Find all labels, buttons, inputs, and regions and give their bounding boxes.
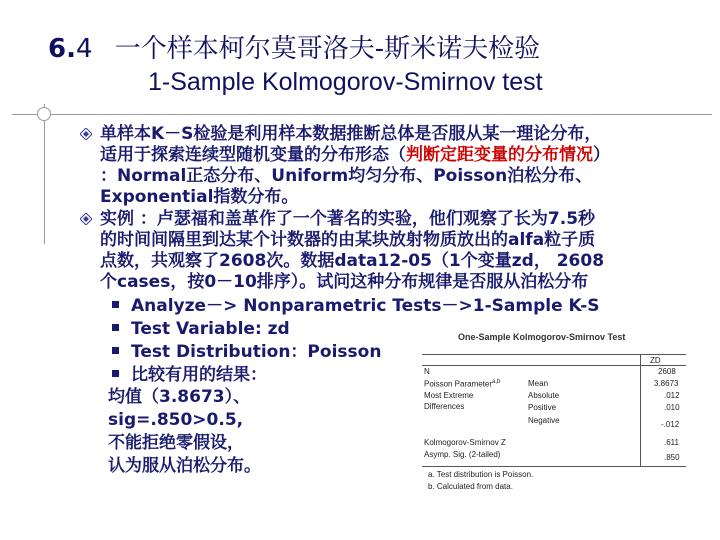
- row-sublabel: Absolute: [528, 391, 560, 400]
- square-bullet-icon: [112, 301, 119, 308]
- title-section-number: 6.: [48, 34, 76, 64]
- bullet-2-line-2: 的时间间隔里到达某个计数器的由某块放射物质放出的alfa粒子质: [100, 230, 596, 250]
- step-text: Test Variable: zd: [131, 319, 290, 339]
- table-rule: [422, 466, 686, 467]
- row-value: .012: [664, 391, 680, 400]
- conclusion-line: sig=.850>0.5,: [108, 410, 244, 430]
- step-item: [112, 319, 290, 340]
- title-line-2: 1-Sample Kolmogorov-Smirnov test: [148, 68, 543, 96]
- footnote-marker: a,b: [492, 379, 501, 385]
- step-text: Analyze－> Nonparametric Tests－>1-Sample K-S: [131, 296, 600, 316]
- bullet-ks-description: [100, 124, 700, 208]
- conclusion-line: 不能拒绝零假设，: [108, 433, 244, 453]
- footnote-mark: a.: [428, 470, 435, 479]
- bullet-1-line-2-text: 适用于探索连续型随机变量的分布形态（: [100, 145, 406, 165]
- bullet-1-line-2-close: ）: [593, 145, 610, 165]
- step-text: 比较有用的结果：: [131, 365, 267, 385]
- column-header: ZD: [650, 356, 661, 365]
- table-column-rule: [640, 354, 641, 466]
- row-value: -.012: [661, 420, 680, 429]
- bullet-1-line-1: 单样本K－S检验是利用样本数据推断总体是否服从某一理论分布，: [100, 124, 602, 144]
- row-sublabel: Mean: [528, 379, 549, 388]
- row-sublabel: Negative: [528, 416, 560, 425]
- spss-output-table: [418, 328, 690, 496]
- square-bullet-icon: [112, 347, 119, 354]
- footnote-mark: b.: [428, 482, 435, 491]
- bullet-2-line-3: 点数，共观察了2608次。数据data12-05（1个变量zd， 2608: [100, 251, 605, 271]
- conclusion-line: 均值（3.8673）、: [108, 387, 251, 407]
- step-text: Test Distribution：Poisson: [131, 342, 382, 362]
- divider-vertical: [44, 104, 45, 244]
- bullet-1-highlight: 判断定距变量的分布情况: [406, 145, 593, 165]
- bullet-1-line-3: ：Normal正态分布、Uniform均匀分布、Poisson泊松分布、: [100, 166, 593, 186]
- diamond-bullet-icon: [80, 213, 92, 225]
- spss-table-title: One-Sample Kolmogorov-Smirnov Test: [458, 332, 626, 342]
- table-rule: [422, 365, 686, 366]
- bullet-1-line-4: Exponential指数分布。: [100, 187, 299, 207]
- row-value: .611: [664, 438, 679, 447]
- row-label: Kolmogorov-Smirnov Z: [424, 438, 506, 447]
- row-value: 3.8673: [654, 379, 679, 388]
- step-item: [112, 342, 381, 363]
- conclusion-line: 认为服从泊松分布。: [108, 456, 261, 476]
- row-value: 2608: [658, 367, 676, 376]
- divider-circle-ornament: [37, 107, 51, 121]
- row-label-text: Poisson Parameter: [424, 379, 493, 389]
- step-item: [112, 296, 600, 317]
- bullet-2-line-1: 实例 ：卢瑟福和盖革作了一个著名的实验，他们观察了长为7.5秒: [100, 209, 596, 229]
- row-label: [424, 379, 500, 389]
- divider-horizontal: [12, 114, 712, 115]
- title-chinese: 一个样本柯尔莫哥洛夫-斯米诺夫检验: [114, 34, 541, 64]
- footnote-text: Test distribution is Poisson.: [436, 470, 534, 479]
- row-label: Differences: [424, 402, 465, 411]
- footnote: [428, 470, 533, 479]
- square-bullet-icon: [112, 370, 119, 377]
- bullet-example: [100, 209, 700, 293]
- table-rule: [422, 354, 686, 355]
- diamond-bullet-icon: [80, 128, 92, 140]
- row-value: .010: [664, 403, 680, 412]
- row-label: Asymp. Sig. (2-tailed): [424, 450, 501, 459]
- footnote-text: Calculated from data.: [436, 482, 513, 491]
- title-line-1: [48, 28, 540, 65]
- row-label: N: [424, 367, 430, 376]
- bullet-1-line-2: [100, 145, 700, 166]
- step-item: [112, 365, 267, 386]
- row-label: Most Extreme: [424, 391, 474, 400]
- bullet-2-line-4: 个cases，按0－10排序）。试问这种分布规律是否服从泊松分布: [100, 272, 589, 292]
- row-sublabel: Positive: [528, 403, 557, 412]
- title-section-number-rest: 4: [75, 34, 93, 64]
- row-value: .850: [664, 453, 680, 462]
- footnote: [428, 482, 513, 491]
- square-bullet-icon: [112, 324, 119, 331]
